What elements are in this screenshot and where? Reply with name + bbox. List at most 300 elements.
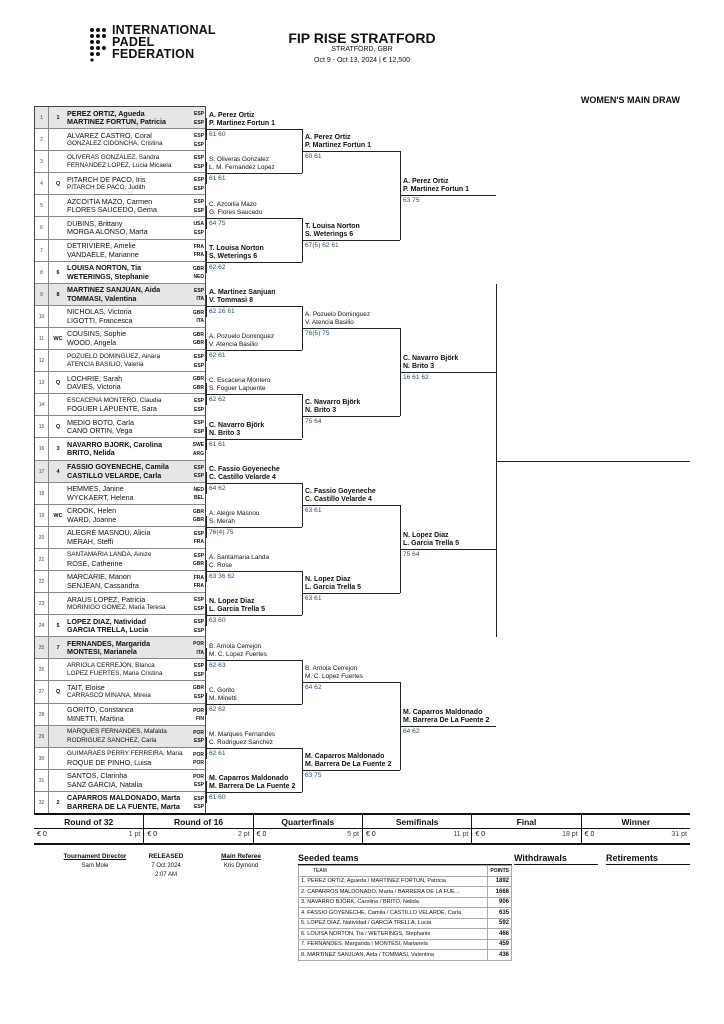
country-code: ESP [193,782,204,789]
released-time: 2:07 AM [154,872,177,878]
player-name: PEREZ ORTIZ, Agueda [67,109,145,118]
winner-name: A. Perez Ortiz [305,134,351,142]
seed-label: 8 [56,291,60,298]
released-date: 7 Oct 2024 [151,863,181,869]
player-name: ROSE, Catherine [67,559,123,568]
player-name: CARRASCO MIÑANA, Mireia [67,692,151,700]
player-name: LOPEZ DIAZ, Natividad [67,617,147,626]
country-code: ESP [193,619,204,626]
country-code: ESP [193,229,204,236]
country-code: POR [193,729,204,736]
match-score: 16 61 62 [403,374,429,382]
bracket-line [302,682,400,683]
draw-position: 22 [35,571,49,592]
draw-position: 9 [35,284,49,305]
seed-rank: 8. [301,951,306,958]
seed-label: Q [55,689,61,696]
seed-points: 906 [488,897,512,908]
winner-name: L. M. Fernandez Lopez [209,164,275,172]
player-name: LOCHRIE, Sarah [67,374,123,383]
country-code: FIN [195,716,204,723]
seeded-teams [298,865,512,961]
draw-position: 23 [35,593,49,614]
country-code: BEL [194,495,204,502]
draw-position: 2 [35,129,49,150]
match-score: 76(4) 75 [209,528,234,536]
match-score: 60 61 [305,153,322,161]
tournament-location: STRATFORD, GBR [331,46,393,53]
country-code: ESP [193,663,204,670]
winner-name: M. Caparros Maldonado [403,708,483,716]
country-code: GBR [192,340,204,347]
winner-name: B. Arriola Cerrejon [305,664,358,672]
bracket-line [206,439,302,440]
winner-name: C. Fassio Goyeneche [305,487,376,495]
bracket-line [302,240,400,241]
player-name: WYCKAERT, Helena [67,493,134,502]
player-name: CAPARROS MALDONADO, Marta [67,794,181,803]
bracket-line [206,306,302,307]
player-name: GARCIA TRELLA, Lucia [67,626,149,635]
round-prize: € 0 [366,831,376,838]
seed-label: Q [55,181,61,188]
player-name: WOOD, Angela [67,338,117,347]
country-code: ESP [193,530,204,537]
draw-position: 17 [35,461,49,482]
country-code: ESP [193,207,204,214]
round-name: Winner [621,817,651,827]
player-name: WARD, Joanne [67,515,117,524]
winner-name: V. Atencia Basilio [305,319,354,326]
country-code: ESP [193,163,204,170]
seed-points: 466 [488,929,512,940]
player-name: FASSIO GOYENECHE, Camila [67,463,169,471]
player-name: PITARCH DE PACO, Iris [67,175,146,184]
bracket-line [206,173,302,174]
withdrawals-divider [514,864,598,865]
winner-name: T. Louisa Norton [305,222,360,230]
seed-team [299,876,488,887]
bracket-line [400,372,496,373]
draw-position: 6 [35,217,49,238]
seed-team [299,918,488,929]
seed-team-name: PEREZ ORTIZ, Agueda / MARTINEZ FORTUN, Patricia [307,878,446,885]
country-code: ESP [193,287,204,294]
player-name: ROQUE DE PINHO, Luisa [67,758,152,767]
match-score: 67(5) 62 61 [305,241,339,249]
match-score: 64 62 [209,484,226,492]
seed-row [299,887,512,898]
withdrawals-title: Withdrawals [514,853,567,863]
match-score: 63 75 [403,197,420,205]
country-code: POR [193,707,204,714]
bracket-line [206,262,302,263]
draw-position: 30 [35,748,49,769]
country-code: GBR [192,685,204,692]
winner-name: A. Martinez Sanjuan [209,288,276,296]
draw-position: 19 [35,505,49,526]
seed-points: 635 [488,908,512,919]
match-score: 61 61 [209,440,226,448]
draw-position: 29 [35,726,49,747]
round-name: Round of 32 [64,817,114,827]
winner-name: S. Weterings 6 [305,230,354,238]
country-code: GBR [192,309,204,316]
round-name: Quarterfinals [281,817,335,827]
bracket-line [206,218,302,219]
seed-rank: 4. [301,909,306,916]
player-name: CASTILLO VELARDE, Carla [67,471,162,480]
points-col-header: POINTS [488,866,512,877]
draw-position: 8 [35,262,49,283]
country-code: NED [193,486,204,493]
player-name: AZCOITIA MAZO, Carmen [67,197,153,206]
draw-position: 18 [35,483,49,504]
match-score: 62 61 [209,352,226,360]
seed-label: WC [53,335,63,342]
player-name: MONTESI, Marianela [67,648,137,657]
winner-name: G. Flores Saucedo [209,208,263,216]
seed-row [299,897,512,908]
country-code: FRA [193,252,204,259]
country-code: ARG [192,450,204,457]
bracket-line [206,571,302,572]
match-score: 63 60 [209,617,226,625]
draw-position: 31 [35,770,49,791]
winner-name: M. Barrera De La Fuente 2 [209,783,296,791]
tournament-title: FIP RISE STRATFORD [288,30,436,46]
player-name: PITARCH DE PACO, Judith [67,184,146,192]
player-name: MINETTI, Martina [67,714,124,723]
player-name: TOMMASI, Valentina [67,294,137,303]
country-code: SWE [192,442,204,449]
draw-position: 28 [35,704,49,725]
draw-position: 12 [35,350,49,371]
round-points: 31 pt [671,831,687,838]
match-score: 63 75 [305,772,322,779]
round-name: Semifinals [395,817,439,827]
seed-team [299,908,488,919]
bracket-line [206,483,302,484]
winner-name: N. Brito 3 [209,429,241,437]
seeded-teams-title: Seeded teams [298,853,359,863]
country-code: GBR [192,331,204,338]
seed-points: 592 [488,918,512,929]
winner-name: C. Escacena Montero [209,377,271,385]
winner-name: P. Martinez Fortun 1 [209,120,275,128]
player-name: MEDIO BOTO, Carla [67,418,134,427]
country-code: GBR [192,517,204,524]
bracket-line [206,394,302,395]
winner-name: L. Garcia Trella 5 [209,606,266,614]
bracket-line [302,770,400,771]
match-score: 61 60 [209,131,226,139]
seed-rank: 5. [301,920,306,927]
country-code: FRA [193,243,204,250]
round-name: Round of 16 [173,817,224,827]
winner-name: C. Azcoitia Mazo [209,200,257,208]
country-code: ESP [193,119,204,126]
bracket-line [206,704,302,705]
seed-rank: 3. [301,899,306,906]
match-score: 76(5) 75 [305,330,330,337]
seed-row [299,939,512,950]
winner-name: A. Pozuelo Dominguez [305,311,371,318]
match-score: 63 61 [305,595,322,603]
round-prize-cell [34,815,143,843]
round-divider [144,828,252,829]
country-code: FRA [193,574,204,581]
draw-position: 25 [35,637,49,658]
winner-name: S. Weterings 6 [209,252,258,260]
country-code: ESP [193,804,204,811]
winner-name: A. Alegre Masnou [209,509,260,517]
winner-name: S. Foguer Lapuente [209,385,266,393]
draw-position: 1 [35,107,49,128]
player-name: TAIT, Eloise [67,683,105,692]
player-name: CANO ORTIN, Vega [67,427,133,436]
draw-position: 11 [35,328,49,349]
draw-position: 27 [35,681,49,702]
round-prize: € 0 [147,831,158,838]
country-code: ESP [193,693,204,700]
seed-points: 436 [488,950,512,961]
tournament-dates-prize: Oct 9 - Oct 13, 2024 | € 12,500 [314,57,410,64]
winner-name: N. Brito 3 [305,407,337,415]
round-prize: € 0 [584,831,595,838]
match-score: 63 61 [305,506,322,514]
winner-name: A. Perez Ortiz [209,112,255,120]
seed-label: WC [53,512,63,519]
winner-name: M. Caparros Maldonado [209,775,289,783]
winner-name: A. Santamaria Landa [209,554,270,562]
player-name: DAVIES, Victoria [67,383,121,392]
seed-label: 5 [56,623,60,630]
seed-team-name: NAVARRO BJÖRK, Carolina / BRITO, Nelida [307,899,419,906]
draw-position: 24 [35,615,49,636]
player-name: HEMMES, Janine [67,485,124,494]
country-code: USA [193,221,204,228]
country-code: ESP [193,552,204,559]
draw-position: 7 [35,240,49,261]
round-divider [34,828,143,829]
winner-name: S. Oliveras Gonzalez [209,156,270,164]
country-code: POR [193,760,204,767]
player-name: LOUISA NORTON, Tia [67,264,142,273]
match-score: 75 64 [305,418,322,426]
bracket-line [206,615,302,616]
player-name: ARRIOLA CERREJON, Blanca [67,661,155,669]
winner-name: N. Brito 3 [403,363,435,371]
winner-name: C. Rose [209,562,233,570]
bracket-line [400,726,496,727]
winner-name: C. Navarro Björk [305,399,361,407]
seed-row [299,908,512,919]
bracket-line [302,151,400,152]
winner-name: N. Lopez Diaz [209,598,255,606]
player-name: MARTINEZ SANJUAN, Aida [67,286,161,295]
seed-team-name: LOUISA NORTON, Tia / WETERINGS, Stephanie [307,930,431,937]
rounds-bar [34,813,690,845]
country-code: ESP [193,464,204,471]
player-name: NICHOLAS, Victoria [67,308,132,317]
bracket-line [206,527,302,528]
seed-rank: 6. [301,930,306,937]
player-name: ALEGRE MASNOU, Alicia [67,529,151,538]
winner-name: C. Fassio Goyeneche [209,465,280,473]
seed-points: 1668 [488,887,512,898]
player-name: ARAUS LOPEZ, Patricia [67,595,146,604]
player-name: OLIVERAS GONZALEZ, Sandra [67,153,160,161]
country-code: ESP [193,141,204,148]
seed-rank: 2. [301,888,306,895]
country-code: FRA [193,539,204,546]
country-code: ESP [193,795,204,802]
player-name: DUBINS, Brittany [67,219,123,228]
winner-name: A. Perez Ortiz [403,178,449,186]
country-code: POR [193,751,204,758]
seed-team-name: FASSIO GOYENECHE, Camila / CASTILLO VELARDE, Carla [307,909,462,916]
referee-label: Main Referee [221,853,261,860]
round-prize-cell [581,815,690,843]
match-score: 61 60 [209,794,226,802]
seed-points: 459 [488,939,512,950]
winner-name: L. Garcia Trella 5 [305,584,362,592]
player-name: MERAH, Steffi [67,537,114,546]
player-name: SANTAMARIA LANDA, Ainize [67,551,152,559]
country-code: ESP [193,605,204,612]
round-points: 5 pt [347,831,359,838]
seed-label: 4 [56,468,60,475]
winner-name: M. C. Lopez Fuertes [209,650,267,658]
final-line [496,461,592,462]
player-name: SENJEAN, Cassandra [67,581,139,590]
round-points: 1 pt [128,831,141,838]
country-code: ITA [196,649,204,656]
country-code: ITA [196,318,204,325]
seed-team-name: LOPEZ DIAZ, Natividad / GARCIA TRELLA, Lucia [307,920,432,927]
winner-name: M. Caparros Maldonado [305,753,385,760]
draw-position: 32 [35,792,49,814]
winner-name: C. Castillo Velarde 4 [305,495,372,503]
player-name: LIGOTTI, Francesca [67,316,133,325]
draw-position: 5 [35,195,49,216]
seed-team [299,939,488,950]
seed-team-name: CAPARROS MALDONADO, Marta / BARRERA DE LA FUE... [307,888,460,895]
country-code: ESP [193,671,204,678]
country-code: FRA [193,583,204,590]
player-name: SANTOS, Clarinha [67,772,128,781]
winner-name: A. Pozuelo Dominguez [209,333,275,341]
player-name: COUSINS, Sophie [67,330,127,339]
bracket-line [302,505,400,506]
logo-line-1: INTERNATIONAL [112,23,216,37]
draw-name: WOMEN'S MAIN DRAW [580,95,680,105]
player-name: POZUELO DOMINGUEZ, Ainara [67,352,161,360]
seed-rank: 1. [301,878,306,885]
country-code: ITA [196,296,204,303]
seed-label: Q [55,380,61,387]
match-score: 62 62 [209,396,226,404]
draw-position: 16 [35,438,49,459]
winner-name: B. Arriola Cerrejon [209,642,262,650]
winner-line [592,461,690,462]
country-code: GBR [192,376,204,383]
player-name: BARRERA DE LA FUENTE, Marta [67,802,180,811]
country-code: ESP [193,199,204,206]
player-name: MARTINEZ FORTUN, Patricia [67,118,167,126]
player-name: NAVARRO BJÖRK, Carolina [67,440,163,449]
seed-label: 1 [56,115,60,121]
country-code: ESP [193,185,204,192]
draw-position: 13 [35,372,49,393]
match-score: 64 62 [403,727,420,735]
player-name: VANDAELE, Marianne [67,250,139,259]
player-name: ALVAREZ CASTRO, Coral [67,131,152,140]
seed-label: 6 [56,269,60,276]
player-name: ATENCIA BASILIO, Valeria [67,361,144,369]
bracket-line [206,350,302,351]
bracket-line [400,549,496,550]
seed-team [299,887,488,898]
country-code: ESP [193,354,204,361]
country-code: ESP [193,362,204,369]
round-divider [254,828,362,829]
round-divider [472,828,580,829]
country-code: ESP [193,406,204,413]
winner-name: N. Lopez Diaz [305,576,351,584]
seed-label: 2 [56,799,60,806]
country-code: ESP [193,133,204,140]
bracket-line [206,660,302,661]
country-code: ESP [193,597,204,604]
player-name: FLORES SAUCEDO, Gema [67,206,157,215]
seed-points: 1892 [488,876,512,887]
country-code: POR [193,641,204,648]
round-divider [363,828,471,829]
draw-position: 20 [35,527,49,548]
round-prize-cell [362,815,471,843]
draw-position: 21 [35,549,49,570]
winner-name: M. Barrera De La Fuente 2 [305,761,392,768]
seed-team [299,897,488,908]
winner-name: T. Louisa Norton [209,244,264,252]
winner-name: M. C. Lopez Fuertes [305,672,363,680]
seed-row [299,876,512,887]
country-code: GBR [192,508,204,515]
country-code: ESP [193,627,204,634]
draw-position: 4 [35,173,49,194]
round-prize-cell [471,815,580,843]
bracket-line [302,328,400,329]
winner-name: S. Merah [209,517,235,525]
round-name: Final [516,817,537,827]
team-col-header: TEAM [299,866,488,877]
seed-label: Q [55,424,61,431]
seed-team [299,929,488,940]
released-label: RELEASED [148,853,184,860]
match-score: 64 75 [209,219,226,227]
round-points: 2 pt [237,831,250,838]
round-points: 18 pt [562,831,578,838]
bracket-line [400,195,496,196]
country-code: ESP [193,420,204,427]
seed-label: 7 [56,645,60,652]
match-score: 62 62 [209,705,226,713]
winner-name: C. Navarro Björk [209,421,265,429]
match-score: 62 63 [209,661,226,669]
round-divider [582,828,690,829]
